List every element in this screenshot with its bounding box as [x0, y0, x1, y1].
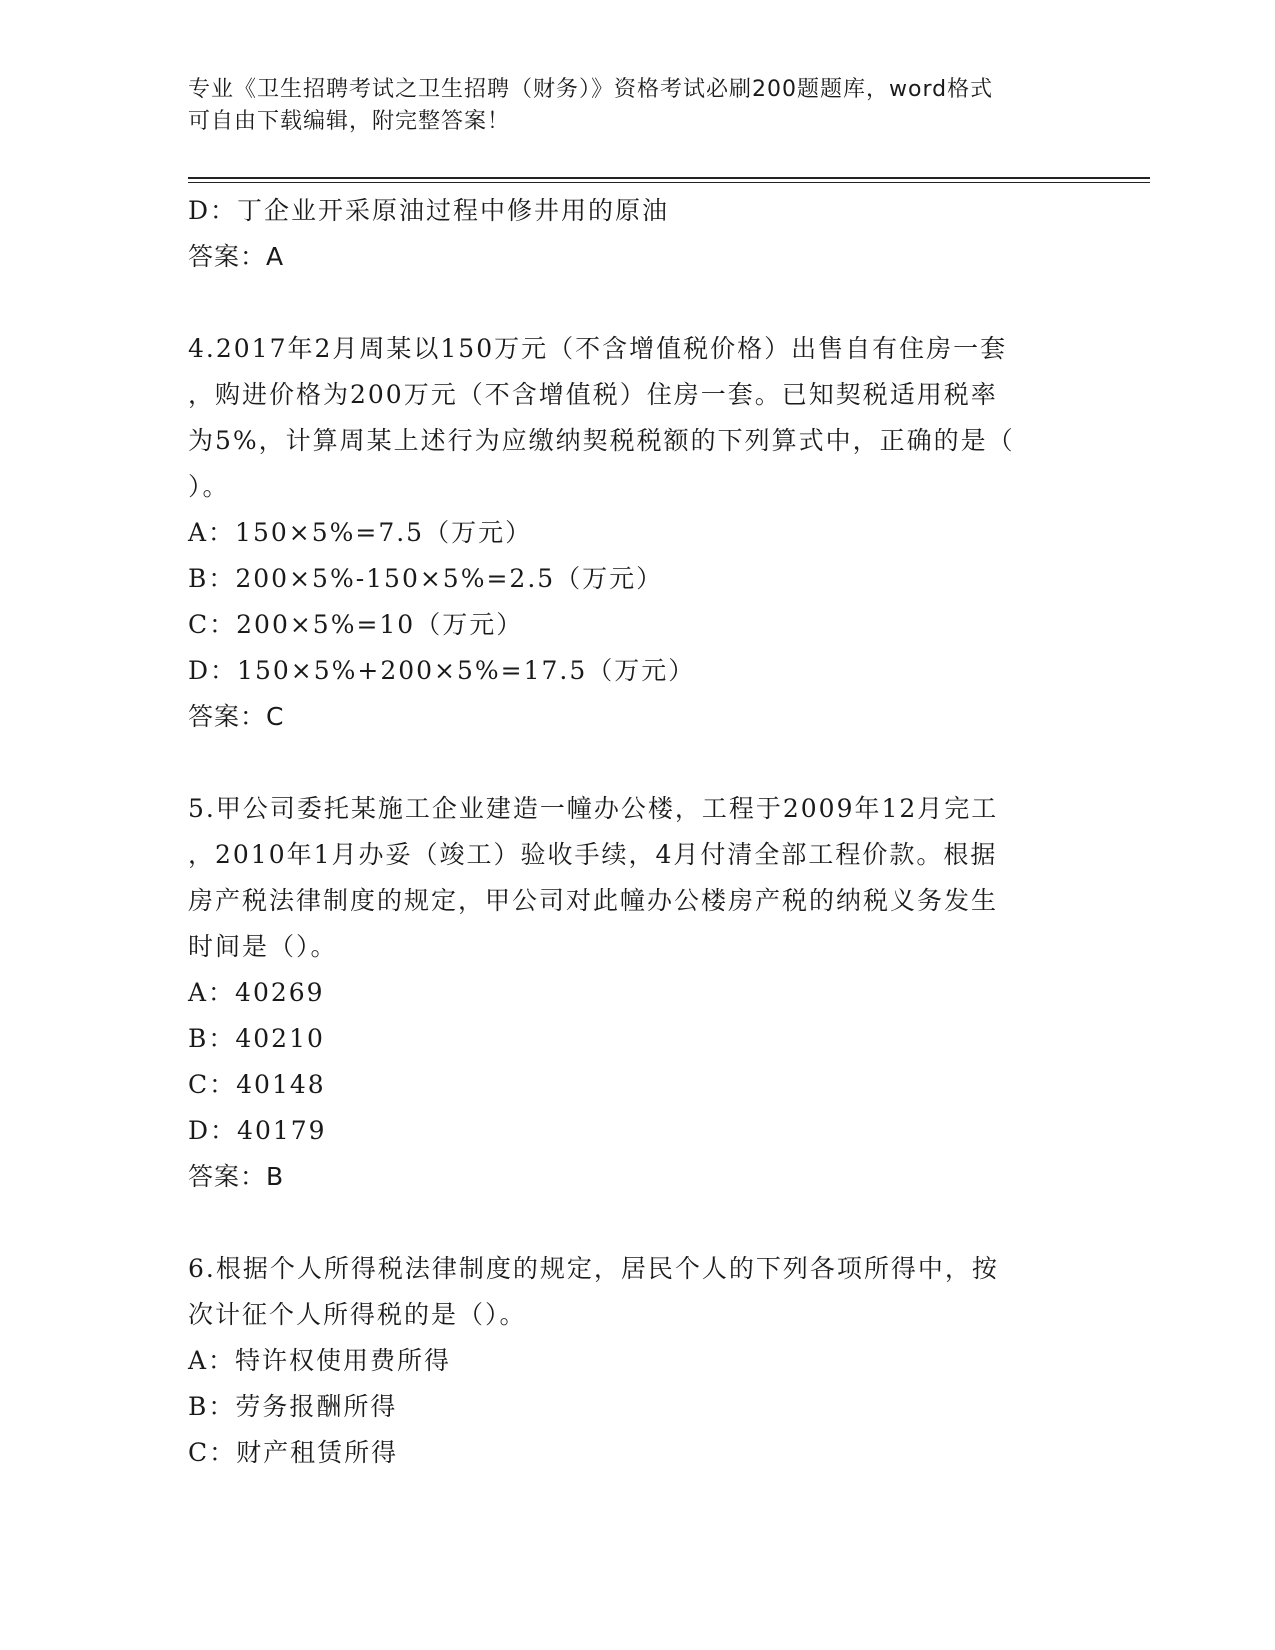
question-4-stem-line-3: 为5%，计算周某上述行为应缴纳契税税额的下列算式中，正确的是（	[188, 426, 1015, 455]
question-5	[188, 786, 1068, 1200]
question-5-option-d: D：40179	[188, 1116, 327, 1145]
question-4-stem-line-1: 4.2017年2月周某以150万元（不含增值税价格）出售自有住房一套	[188, 334, 1008, 363]
question-5-answer: 答案：B	[188, 1162, 285, 1191]
question-5-option-a: A：40269	[188, 978, 325, 1007]
question-5-option-b: B：40210	[188, 1024, 325, 1053]
question-6	[188, 1246, 1068, 1476]
page-header	[188, 74, 1068, 138]
question-6-option-b: B：劳务报酬所得	[188, 1392, 398, 1421]
question-5-stem-line-1: 5.甲公司委托某施工企业建造一幢办公楼，工程于2009年12月完工	[188, 794, 999, 823]
question-4-answer: 答案：C	[188, 702, 285, 731]
question-4-option-b: B：200×5%-150×5%=2.5（万元）	[188, 564, 664, 593]
prev-option-d: D：丁企业开采原油过程中修井用的原油	[188, 196, 670, 225]
question-body	[188, 188, 1068, 1476]
question-6-option-c: C：财产租赁所得	[188, 1438, 399, 1467]
spacer	[188, 280, 1068, 326]
question-5-stem-line-4: 时间是（）。	[188, 932, 338, 961]
spacer	[188, 740, 1068, 786]
header-rule-thin	[188, 182, 1150, 183]
question-5-option-c: C：40148	[188, 1070, 326, 1099]
spacer	[188, 1200, 1068, 1246]
question-4-stem-line-4: ）。	[188, 472, 230, 501]
prev-answer: 答案：A	[188, 242, 285, 271]
question-5-stem-line-3: 房产税法律制度的规定，甲公司对此幢办公楼房产税的纳税义务发生	[188, 886, 999, 915]
question-4	[188, 326, 1068, 740]
header-line-1: 专业《卫生招聘考试之卫生招聘（财务）》资格考试必刷200题题库，word格式	[188, 77, 994, 102]
question-6-stem-line-2: 次计征个人所得税的是（）。	[188, 1300, 527, 1329]
header-line-2: 可自由下载编辑，附完整答案！	[188, 109, 511, 134]
question-4-option-d: D：150×5%+200×5%=17.5（万元）	[188, 656, 696, 685]
question-6-stem-line-1: 6.根据个人所得税法律制度的规定，居民个人的下列各项所得中，按	[188, 1254, 999, 1283]
question-4-option-c: C：200×5%=10（万元）	[188, 610, 524, 639]
header-rule-thick	[188, 177, 1150, 179]
question-5-stem-line-2: ，2010年1月办妥（竣工）验收手续，4月付清全部工程价款。根据	[188, 840, 998, 869]
question-6-option-a: A：特许权使用费所得	[188, 1346, 452, 1375]
question-4-stem-line-2: ，购进价格为200万元（不含增值税）住房一套。已知契税适用税率	[188, 380, 998, 409]
question-4-option-a: A：150×5%=7.5（万元）	[188, 518, 533, 547]
